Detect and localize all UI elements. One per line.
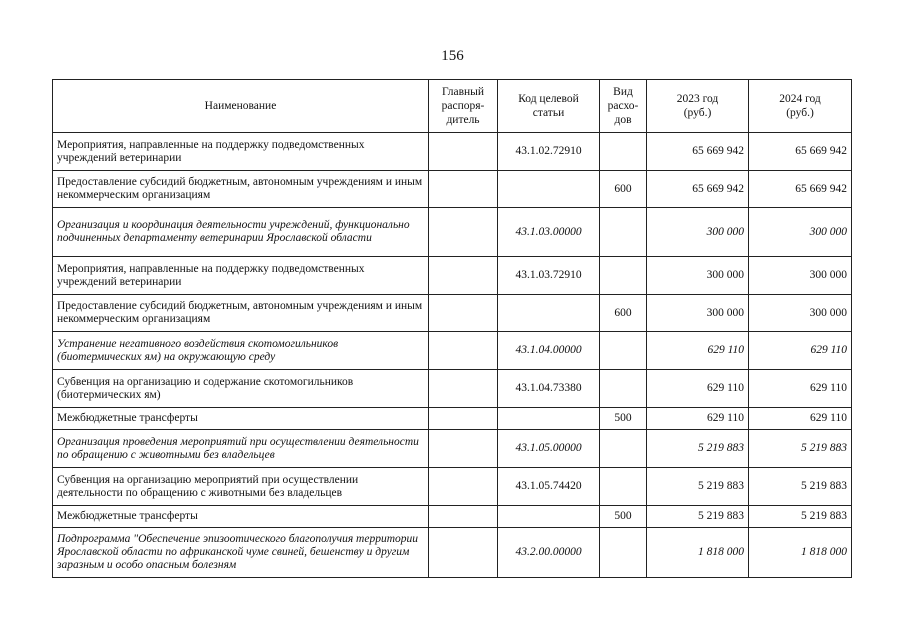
row-name-cell: Организация и координация деятельности учреждений, функционально подчиненных департаменту ветеринарии Ярославской области [53,208,429,257]
row-2023-cell: 1 818 000 [647,528,749,578]
table-body [53,133,852,578]
row-code-cell: 43.1.03.00000 [498,208,600,257]
table-row [53,208,852,257]
row-code-cell: 43.1.03.72910 [498,257,600,295]
row-manager-cell [429,370,498,408]
table-row [53,430,852,468]
row-code-cell [498,295,600,332]
row-2023-cell: 300 000 [647,208,749,257]
row-kind-cell: 600 [600,171,647,208]
row-2023-cell: 5 219 883 [647,430,749,468]
row-manager-cell [429,257,498,295]
row-kind-cell: 500 [600,506,647,528]
row-kind-cell [600,370,647,408]
row-name-cell: Субвенция на организацию мероприятий при осуществлении деятельности по обращению с животными без владельцев [53,468,429,506]
row-code-cell [498,171,600,208]
header-2024: 2024 год (руб.) [749,80,852,133]
row-name-cell: Межбюджетные трансферты [53,408,429,430]
row-2023-cell: 300 000 [647,295,749,332]
row-2023-cell: 5 219 883 [647,468,749,506]
row-kind-cell: 500 [600,408,647,430]
row-2024-cell: 5 219 883 [749,506,852,528]
row-2024-cell: 300 000 [749,257,852,295]
row-kind-cell [600,208,647,257]
row-name-cell: Устранение негативного воздействия скотомогильников (биотермических ям) на окружающую среду [53,332,429,370]
row-2023-cell: 65 669 942 [647,133,749,171]
table-row [53,408,852,430]
row-manager-cell [429,295,498,332]
table-row [53,468,852,506]
row-2023-cell: 300 000 [647,257,749,295]
row-code-cell [498,506,600,528]
row-2024-cell: 65 669 942 [749,133,852,171]
header-code: Код целевой статьи [498,80,600,133]
row-2024-cell: 629 110 [749,408,852,430]
table-row [53,370,852,408]
row-code-cell: 43.2.00.00000 [498,528,600,578]
row-kind-cell [600,468,647,506]
row-manager-cell [429,171,498,208]
row-manager-cell [429,133,498,171]
row-2024-cell: 5 219 883 [749,430,852,468]
table-row [53,506,852,528]
row-manager-cell [429,506,498,528]
row-code-cell: 43.1.05.74420 [498,468,600,506]
row-code-cell: 43.1.02.72910 [498,133,600,171]
row-2024-cell: 65 669 942 [749,171,852,208]
row-name-cell: Предоставление субсидий бюджетным, автономным учреждениям и иным некоммерческим организациям [53,295,429,332]
row-code-cell: 43.1.04.00000 [498,332,600,370]
row-name-cell: Подпрограмма "Обеспечение эпизоотического благополучия территории Ярославской области по африканской чуме свиней, бешенству и другим заразным и особо опасным болезням [53,528,429,578]
row-2023-cell: 629 110 [647,408,749,430]
row-2023-cell: 629 110 [647,370,749,408]
table-row [53,133,852,171]
row-2024-cell: 300 000 [749,295,852,332]
row-2023-cell: 5 219 883 [647,506,749,528]
row-kind-cell [600,257,647,295]
header-manager: Главный распоря- дитель [429,80,498,133]
row-kind-cell [600,430,647,468]
page-number: 156 [441,48,464,64]
table-header-row [53,80,852,133]
row-2023-cell: 629 110 [647,332,749,370]
row-2024-cell: 1 818 000 [749,528,852,578]
row-manager-cell [429,528,498,578]
header-kind: Вид расхо- дов [600,80,647,133]
table-row [53,257,852,295]
row-kind-cell [600,133,647,171]
table-row [53,332,852,370]
row-2024-cell: 629 110 [749,370,852,408]
row-manager-cell [429,208,498,257]
header-2023: 2023 год (руб.) [647,80,749,133]
table-row [53,295,852,332]
row-kind-cell [600,332,647,370]
row-kind-cell [600,528,647,578]
row-2024-cell: 300 000 [749,208,852,257]
row-kind-cell: 600 [600,295,647,332]
row-name-cell: Организация проведения мероприятий при осуществлении деятельности по обращению с животными без владельцев [53,430,429,468]
row-name-cell: Субвенция на организацию и содержание скотомогильников (биотермических ям) [53,370,429,408]
row-manager-cell [429,430,498,468]
header-name: Наименование [53,80,429,133]
row-manager-cell [429,332,498,370]
row-name-cell: Мероприятия, направленные на поддержку подведомственных учреждений ветеринарии [53,133,429,171]
row-2024-cell: 629 110 [749,332,852,370]
table-row [53,171,852,208]
row-manager-cell [429,468,498,506]
row-name-cell: Межбюджетные трансферты [53,506,429,528]
row-code-cell: 43.1.05.00000 [498,430,600,468]
row-2024-cell: 5 219 883 [749,468,852,506]
row-manager-cell [429,408,498,430]
row-code-cell: 43.1.04.73380 [498,370,600,408]
row-name-cell: Мероприятия, направленные на поддержку подведомственных учреждений ветеринарии [53,257,429,295]
row-code-cell [498,408,600,430]
row-name-cell: Предоставление субсидий бюджетным, автономным учреждениям и иным некоммерческим организациям [53,171,429,208]
table-row [53,528,852,578]
row-2023-cell: 65 669 942 [647,171,749,208]
budget-table [52,79,852,578]
